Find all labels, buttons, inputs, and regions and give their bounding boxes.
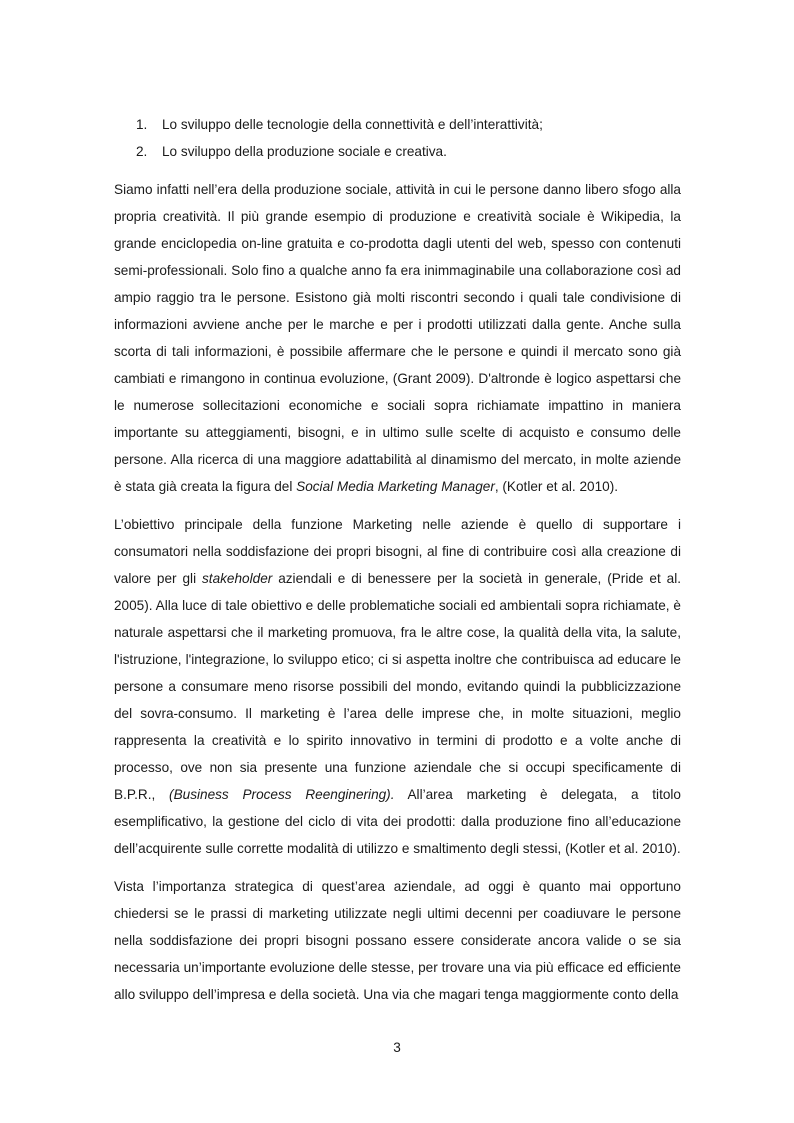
paragraph-strategic-importance [114, 873, 681, 1008]
italic-term: (Business Process Reenginering). [169, 787, 395, 802]
list-item [114, 138, 681, 165]
list-item-number: 1. [136, 117, 148, 132]
list-item-number: 2. [136, 144, 148, 159]
numbered-list [114, 111, 681, 165]
page-content [114, 111, 681, 1019]
paragraph-text: Vista l’importanza strategica di quest’area aziendale, ad oggi è quanto mai opportuno chiedersi se le prassi di marketing utilizzate negli ultimi decenni per coadiuvare le persone nella soddisfazione dei propri bisogni possano essere considerate ancora valide o se sia necessaria un’importante evoluzione delle stesse, per trovare una via più efficace ed efficiente allo sviluppo dell’impresa e della società. Una via che magari tenga maggiormente conto della [114, 879, 681, 1002]
paragraph-text: All’area marketing è delegata, a titolo esemplificativo, la gestione del ciclo di vita dei prodotti: dalla produzione fino all’educazione dell’acquirente sulle corrette modalità di utilizzo e smaltimento degli stessi, (Kotler et al. 2010). [114, 787, 681, 856]
list-item-text: Lo sviluppo delle tecnologie della connettività e dell’interattività; [162, 117, 543, 132]
page-number: 3 [393, 1040, 401, 1055]
paragraph-text: L’obiettivo principale della funzione Marketing nelle aziende è quello di supportare i consumatori nella soddisfazione dei propri bisogni, al fine di contribuire così alla creazione di valore per gli [114, 517, 681, 586]
paragraph-text: aziendali e di benessere per la società in generale, (Pride et al. 2005). Alla luce di tale obiettivo e delle problematiche sociali ed ambientali sopra richiamate, è naturale aspettarsi che il marketing promuova, fra le altre cose, la qualità della vita, la salute, l'istruzione, l'integrazione, lo sviluppo etico; ci si aspetta inoltre che contribuisca ad educare le persone a consumare meno risorse possibili del mondo, evitando quindi la pubblicizzazione del sovra-consumo. Il marketing è l’area delle imprese che, in molte situazioni, meglio rappresenta la creatività e lo spirito innovativo in termini di prodotto e a volte anche di processo, ove non sia presente una funzione aziendale che si occupi specificamente di B.P.R., [114, 571, 681, 802]
list-item-text: Lo sviluppo della produzione sociale e creativa. [162, 144, 447, 159]
paragraph-text: Siamo infatti nell’era della produzione sociale, attività in cui le persone danno libero sfogo alla propria creatività. Il più grande esempio di produzione e creatività sociale è Wikipedia, la grande enciclopedia on-line gratuita e co-prodotta dagli utenti del web, spesso con contenuti semi-professionali. Solo fino a qualche anno fa era inimmaginabile una collaborazione così ad ampio raggio tra le persone. Esistono già molti riscontri secondo i quali tale condivisione di informazioni avviene anche per le marche e per i prodotti utilizzati dalla gente. Anche sulla scorta di tali informazioni, è possibile affermare che le persone e quindi il mercato sono già cambiati e rimangono in continua evoluzione, (Grant 2009). D'altronde è logico aspettarsi che le numerose sollecitazioni economiche e sociali sopra richiamate impattino in maniera importante su atteggiamenti, bisogni, e in ultimo sulle scelte di acquisto e consumo delle persone. Alla ricerca di una maggiore adattabilità al dinamismo del mercato, in molte aziende è stata già creata la figura del [114, 182, 681, 494]
paragraph-text: , (Kotler et al. 2010). [494, 479, 619, 494]
italic-term: Social Media Marketing Manager [296, 479, 495, 494]
italic-term: stakeholder [202, 571, 273, 586]
list-item [114, 111, 681, 138]
paragraph-social-production [114, 176, 681, 500]
paragraph-marketing-objective [114, 511, 681, 862]
